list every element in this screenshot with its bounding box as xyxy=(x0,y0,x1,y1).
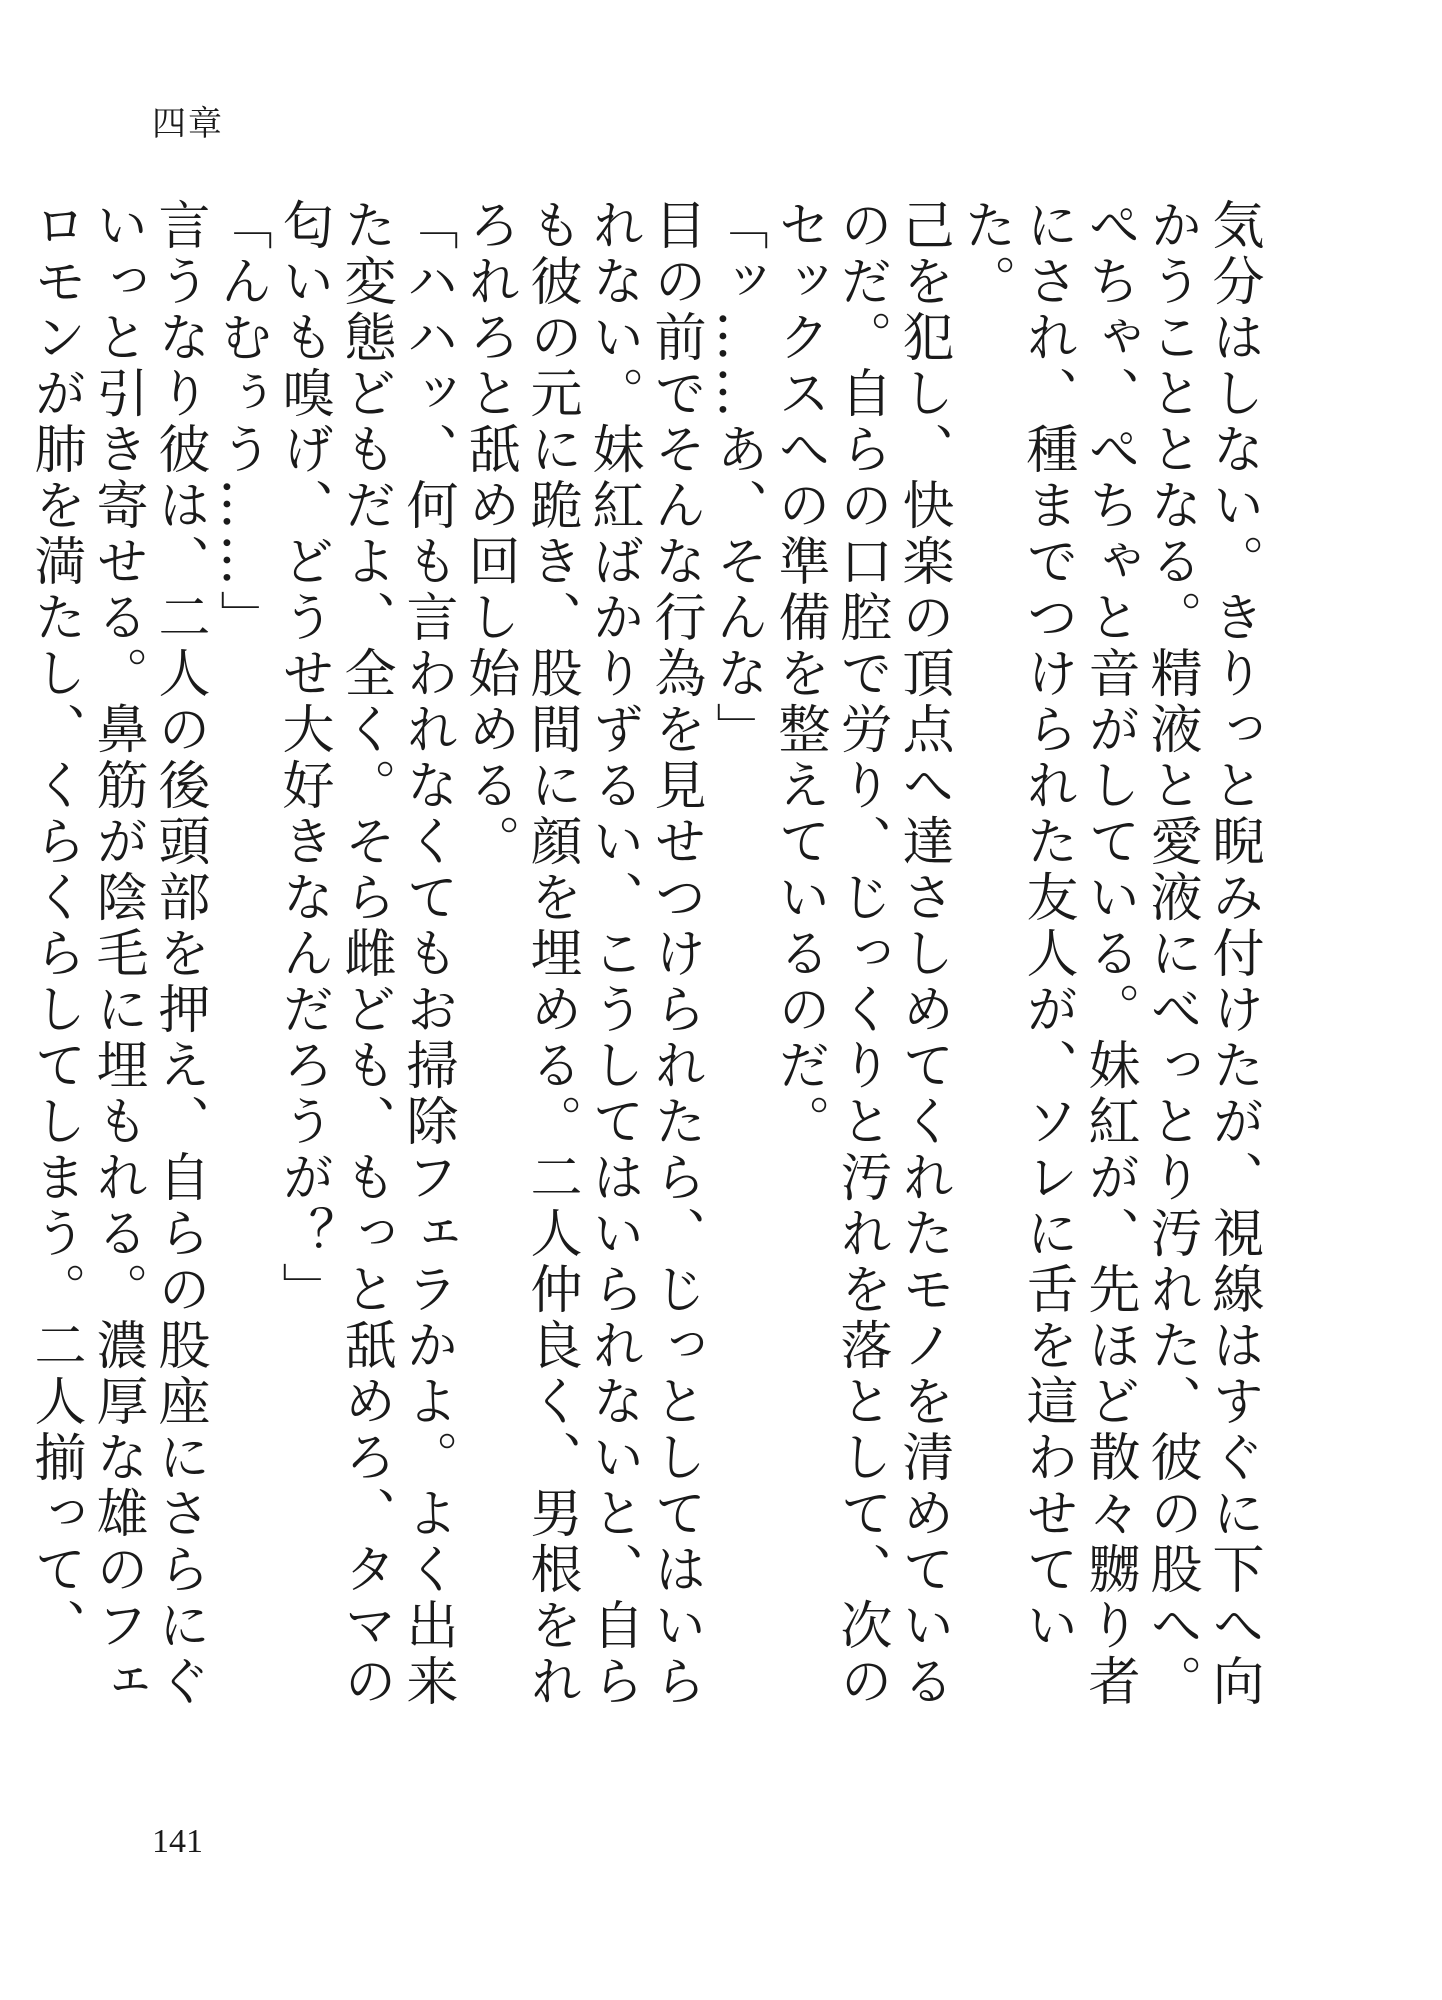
body-text xyxy=(25,198,1264,1728)
paragraph: ぺちゃ、ぺちゃと音がしている。妹紅が、先ほど散々嬲り者にされ、種までつけられた友人が、ソレに舌を這わせていた。 xyxy=(955,198,1139,1710)
dialogue-line: 「ッ……あ、そんな」 xyxy=(707,198,767,758)
chapter-header: 四章 xyxy=(152,104,224,144)
dialogue-line: 「んむぅう……」 xyxy=(211,198,271,646)
page-number: 141 xyxy=(152,1823,203,1860)
paragraph: 己を犯し、快楽の頂点へ達さしめてくれたモノを清めているのだ。自らの口腔で労り、じっくりと汚れを落として、次のセックスへの準備を整えているのだ。 xyxy=(769,198,953,1710)
paragraph: 言うなり彼は、二人の後頭部を押え、自らの股座にさらにぐいっと引き寄せる。鼻筋が陰毛に埋もれる。濃厚な雄のフェロモンが肺を満たし、くらくらしてしまう。二人揃って、 xyxy=(25,198,209,1710)
paragraph: 目の前でそんな行為を見せつけられたら、じっとしてはいられない。妹紅ばかりずるい、こうしてはいられないと、自らも彼の元に跪き、股間に顔を埋める。二人仲良く、男根をれろれろと舐め回し始める。 xyxy=(459,198,705,1710)
paragraph: 気分はしない。きりっと睨み付けたが、視線はすぐに下へ向かうこととなる。精液と愛液にべっとり汚れた、彼の股へ。 xyxy=(1141,198,1263,1710)
dialogue-line: 「ハハッ、何も言われなくてもお掃除フェラかよ。よく出来た変態どもだよ、全く。そら雌ども、もっと舐めろ、タマの匂いも嗅げ、どうせ大好きなんだろうが？」 xyxy=(273,198,457,1710)
